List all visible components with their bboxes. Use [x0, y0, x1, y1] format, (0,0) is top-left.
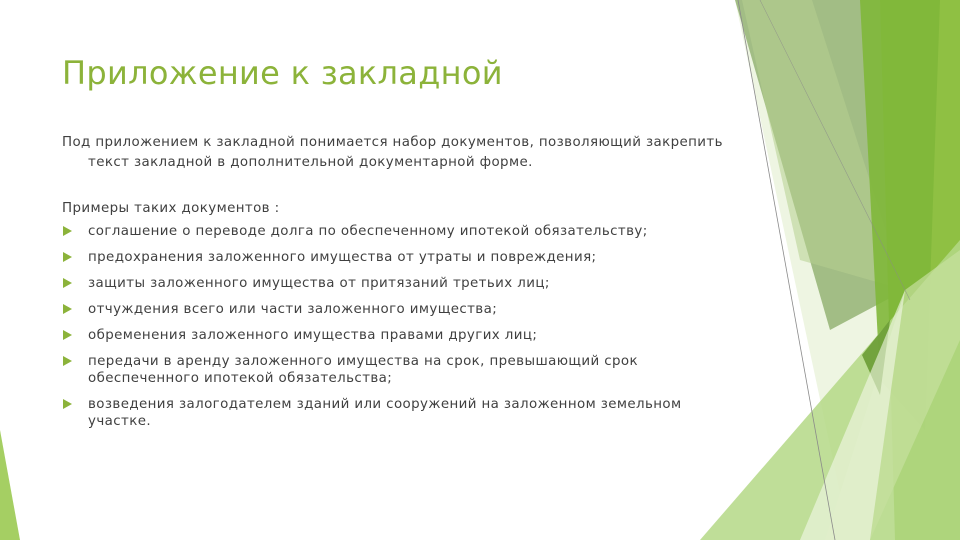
- list-item: [62, 301, 742, 318]
- left-green-shard: [0, 430, 20, 540]
- list-item: [62, 396, 742, 430]
- list-item-text: отчуждения всего или части заложенного имущества;: [88, 302, 498, 317]
- list-item-text: обременения заложенного имущества правами других лиц;: [88, 328, 538, 343]
- list-item: [62, 275, 742, 292]
- triangle-bullet-icon: [63, 252, 72, 262]
- list-item-text: передачи в аренду заложенного имущества на срок, превышающий срок обеспеченного ипотекой обязательства;: [88, 354, 638, 386]
- list-item-text: соглашение о переводе долга по обеспеченному ипотекой обязательству;: [88, 224, 648, 239]
- list-item-text: защиты заложенного имущества от притязаний третьих лиц;: [88, 276, 550, 291]
- triangle-bullet-icon: [63, 356, 72, 366]
- triangle-bullet-icon: [63, 226, 72, 236]
- list-item: [62, 223, 742, 240]
- list-item: [62, 353, 742, 387]
- intro-paragraph: Под приложением к закладной понимается набор документов, позволяющий закрепить текст закладной в дополнительной документарной форме.: [62, 135, 723, 170]
- triangle-bullet-icon: [63, 399, 72, 409]
- list-item-text: возведения залогодателем зданий или сооружений на заложенном земельном участке.: [88, 397, 682, 429]
- triangle-bullet-icon: [63, 278, 72, 288]
- examples-heading: Примеры таких документов :: [62, 201, 280, 216]
- examples-list: [62, 223, 742, 430]
- slide-body: [62, 133, 742, 439]
- list-item-text: предохранения заложенного имущества от утраты и повреждения;: [88, 250, 597, 265]
- list-item: [62, 327, 742, 344]
- list-item: [62, 249, 742, 266]
- triangle-bullet-icon: [63, 330, 72, 340]
- triangle-bullet-icon: [63, 304, 72, 314]
- slide-title: Приложение к закладной: [62, 54, 503, 92]
